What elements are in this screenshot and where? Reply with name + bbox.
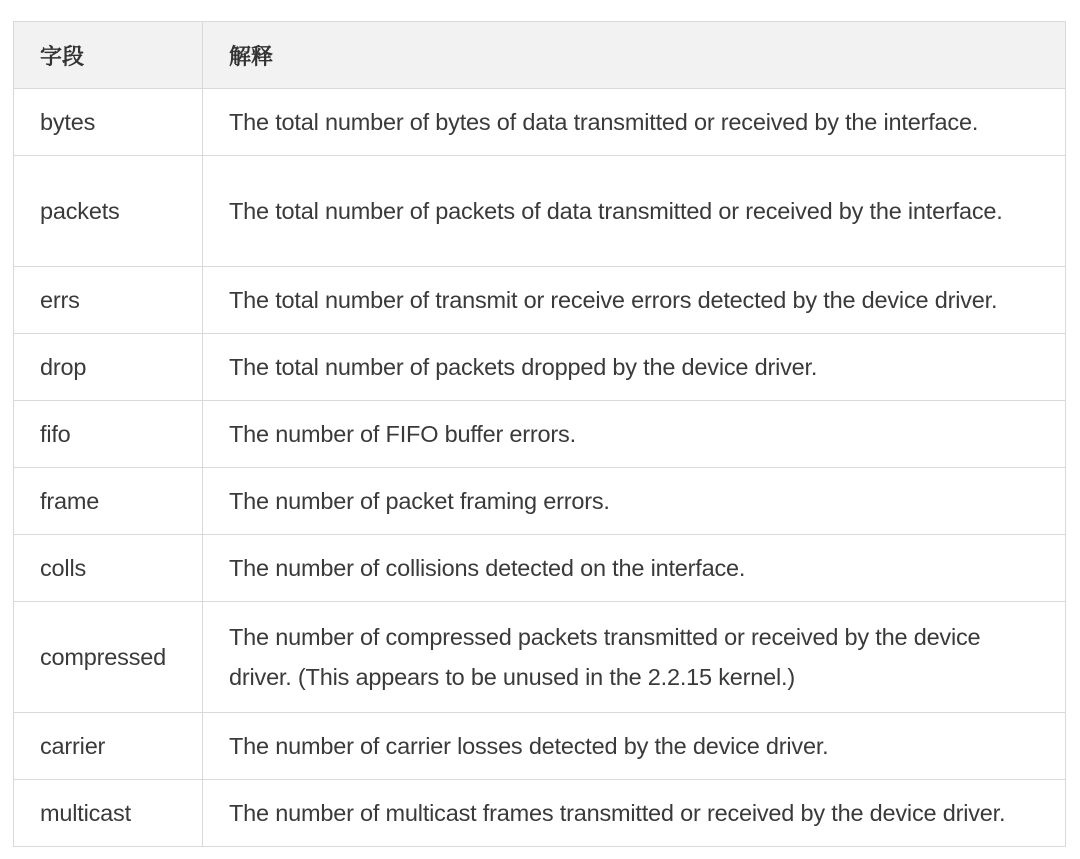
description-cell: The number of multicast frames transmitted or received by the device driver. — [203, 780, 1066, 847]
field-cell: multicast — [14, 780, 203, 847]
table-row — [14, 602, 1066, 713]
field-cell: frame — [14, 468, 203, 535]
table-body — [14, 89, 1066, 847]
description-cell: The number of FIFO buffer errors. — [203, 401, 1066, 468]
field-cell: packets — [14, 156, 203, 267]
field-cell: errs — [14, 267, 203, 334]
description-cell: The number of compressed packets transmitted or received by the device driver. (This appears to be unused in the 2.2.15 kernel.) — [203, 602, 1066, 713]
field-cell: colls — [14, 535, 203, 602]
table-row — [14, 468, 1066, 535]
description-cell: The number of collisions detected on the interface. — [203, 535, 1066, 602]
table-header — [14, 22, 1066, 89]
description-cell: The total number of packets dropped by the device driver. — [203, 334, 1066, 401]
table-row — [14, 156, 1066, 267]
header-explanation: 解释 — [203, 22, 1066, 89]
header-field: 字段 — [14, 22, 203, 89]
table-row — [14, 713, 1066, 780]
table-row — [14, 89, 1066, 156]
field-cell: carrier — [14, 713, 203, 780]
table-row — [14, 334, 1066, 401]
field-explanation-table — [13, 21, 1066, 847]
table-row — [14, 401, 1066, 468]
field-cell: fifo — [14, 401, 203, 468]
table-row — [14, 780, 1066, 847]
header-row — [14, 22, 1066, 89]
description-cell: The number of carrier losses detected by the device driver. — [203, 713, 1066, 780]
field-cell: bytes — [14, 89, 203, 156]
description-cell: The number of packet framing errors. — [203, 468, 1066, 535]
field-cell: drop — [14, 334, 203, 401]
description-cell: The total number of bytes of data transmitted or received by the interface. — [203, 89, 1066, 156]
description-cell: The total number of packets of data transmitted or received by the interface. — [203, 156, 1066, 267]
description-cell: The total number of transmit or receive errors detected by the device driver. — [203, 267, 1066, 334]
table-row — [14, 267, 1066, 334]
table-row — [14, 535, 1066, 602]
field-cell: compressed — [14, 602, 203, 713]
